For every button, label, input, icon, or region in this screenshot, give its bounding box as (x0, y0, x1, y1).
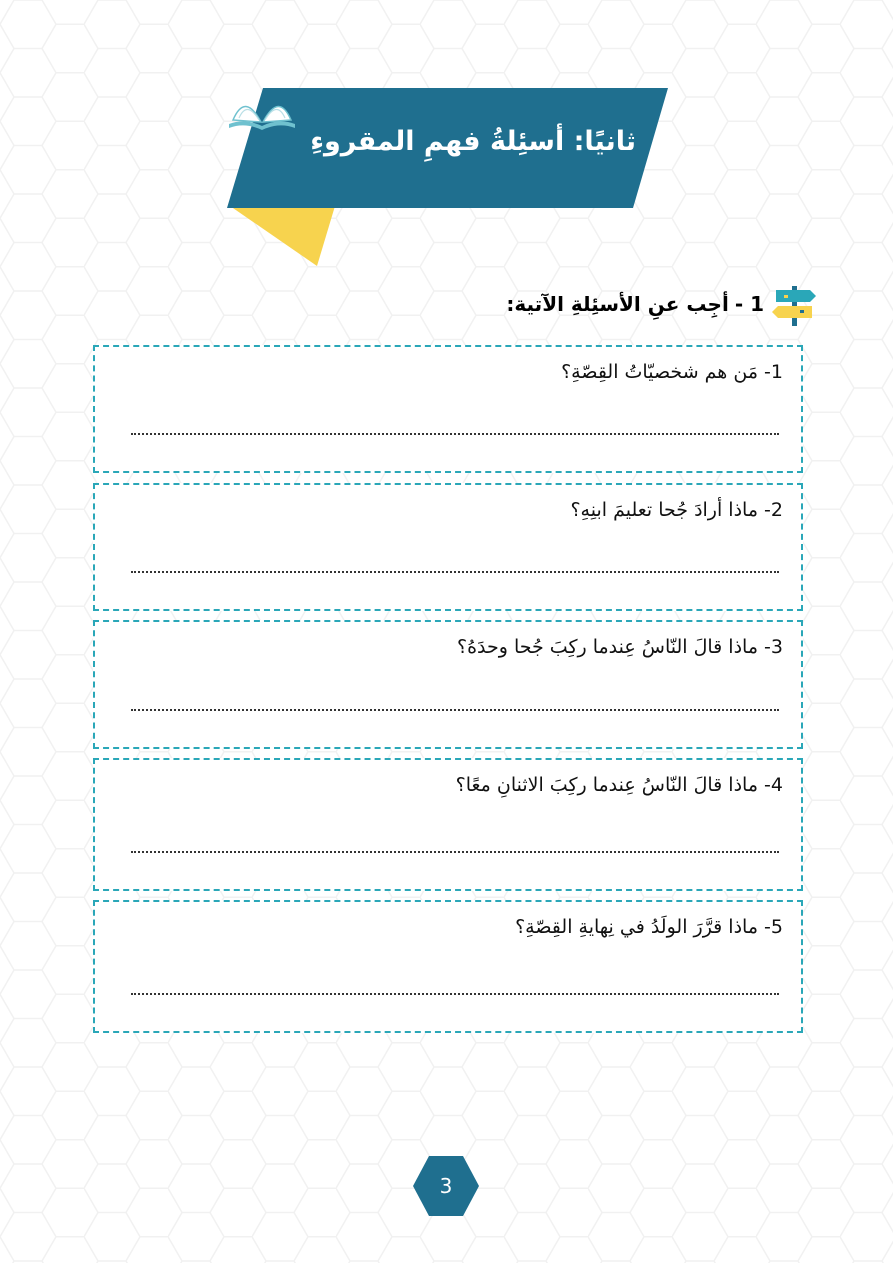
title-banner (225, 88, 670, 268)
question-text: 3- ماذا قالَ النّاسُ عِندما ركِبَ جُحا وحدَهُ؟ (456, 636, 783, 658)
answer-line[interactable] (131, 851, 779, 853)
signpost-icon (770, 282, 818, 326)
question-box-1 (93, 345, 803, 473)
question-text: 2- ماذا أرادَ جُحا تعليمَ ابنِهِ؟ (570, 499, 783, 521)
answer-line[interactable] (131, 433, 779, 435)
question-box-2 (93, 483, 803, 611)
question-box-4 (93, 758, 803, 891)
question-text: 4- ماذا قالَ النّاسُ عِندما ركِبَ الاثنانِ معًا؟ (455, 774, 783, 796)
question-box-3 (93, 620, 803, 749)
question-text: 5- ماذا قرَّرَ الولَدُ في نِهايةِ القِصّةِ؟ (515, 916, 783, 938)
question-box-5 (93, 900, 803, 1033)
page-number-badge (413, 1156, 479, 1216)
page-title: ثانيًا: أسئِلةُ فهمِ المقروءِ (310, 126, 636, 157)
section-instruction: أجِب عنِ الأسئِلةِ الآتية: (506, 292, 729, 316)
answer-line[interactable] (131, 993, 779, 995)
page-number: 3 (439, 1174, 453, 1198)
question-text: 1- مَن هم شخصيّاتُ القِصّةِ؟ (561, 361, 783, 383)
answer-line[interactable] (131, 571, 779, 573)
open-book-icon (225, 88, 299, 132)
section-number: 1 - (734, 292, 764, 316)
section-heading (506, 282, 818, 326)
answer-line[interactable] (131, 709, 779, 711)
